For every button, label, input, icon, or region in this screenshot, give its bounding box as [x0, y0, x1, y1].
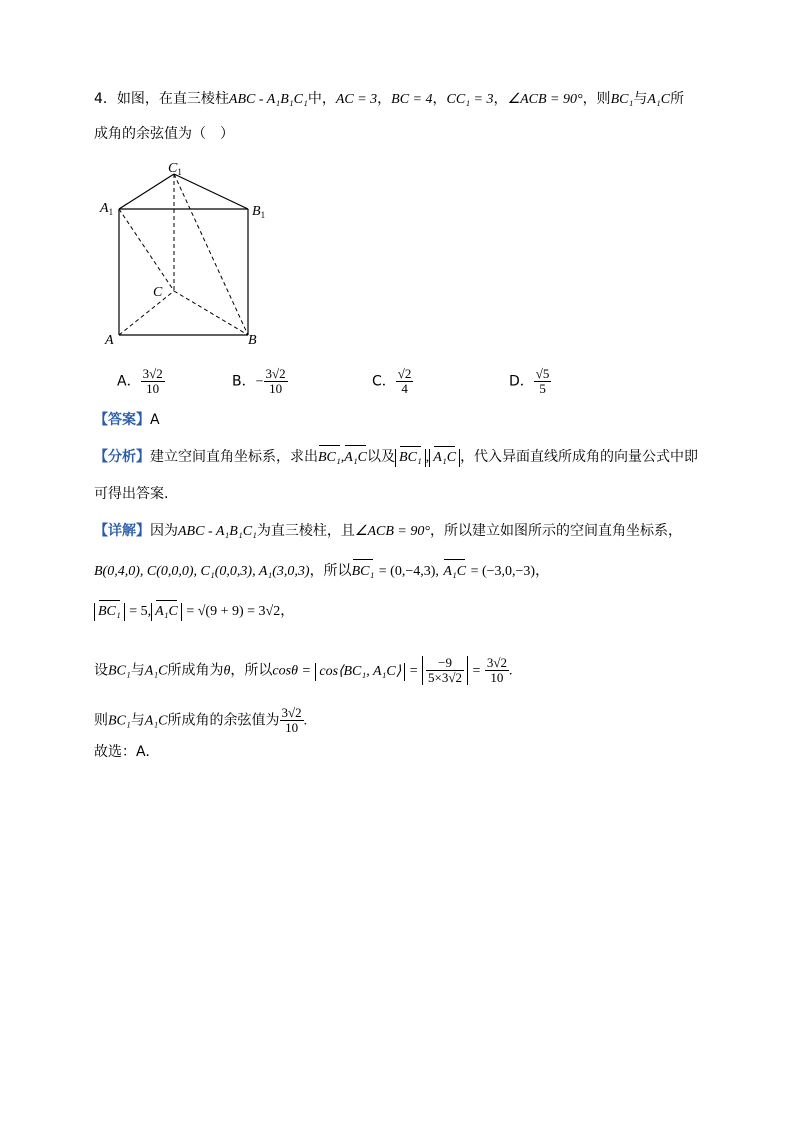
theta-symbol: θ [223, 663, 231, 679]
option-d[interactable] [509, 367, 551, 396]
question-text-d: 所 [670, 91, 685, 107]
analysis-line-2: 可得出答案. [94, 486, 169, 502]
analysis-tag: 【分析】 [94, 449, 150, 465]
magnitude-a1c: A₁C [429, 449, 460, 467]
question-line-1: 4．如图，在直三棱柱ABC - A₁B₁C₁中，AC = 3，BC = 4，CC₁ = 3，∠ACB = 90°，则BC₁与A₁C所 [94, 91, 685, 107]
segment-bc1: BC₁ [610, 92, 634, 107]
analysis-text-b: 以及 [367, 449, 396, 465]
detail-line-3: BC₁ = 5, A₁C = √(9 + 9) = 3√2， [94, 601, 294, 622]
vector-bc1: BC₁ [318, 448, 341, 468]
label-a: A [105, 333, 114, 348]
label-c1: $C_1$ [168, 161, 182, 177]
coordinates: B(0,4,0), C(0,0,0), C₁(0,0,3), A₁(3,0,3) [94, 564, 310, 579]
prism-figure [95, 155, 285, 355]
option-d-letter: D． [509, 373, 534, 390]
edge-c1-b1 [174, 174, 248, 209]
detail-line-2: B(0,4,0), C(0,0,0), C₁(0,0,3), A₁(3,0,3)，所以BC₁ = (0,−4,3), A₁C = (−3,0,−3)， [94, 561, 549, 582]
option-b-sign: − [255, 374, 264, 390]
cos-result: $\frac{3√2}{10}$ [486, 655, 507, 685]
answer-tag: 【答案】 [94, 412, 150, 428]
condition-bc: BC = 4 [391, 92, 433, 107]
cos-inner: cos⟨BC₁, A₁C⟩ [315, 663, 405, 681]
segment-a1c: A₁C [647, 92, 671, 107]
question-text-b: 中， [307, 91, 336, 107]
option-b-fraction: $\frac{3√2}{10}$ [265, 366, 286, 396]
detail-choose: 故选：A. [94, 744, 150, 760]
analysis-text-a: 建立空间直角坐标系，求出 [150, 449, 318, 465]
magnitude-bc1: BC₁ [395, 449, 426, 467]
condition-angle: ∠ACB = 90° [507, 92, 583, 107]
option-c-fraction: $\frac{√2}{4}$ [397, 366, 412, 396]
detail-tag: 【详解】 [94, 523, 150, 539]
option-c[interactable] [372, 367, 413, 396]
detail-line-1: 【详解】因为ABC - A₁B₁C₁为直三棱柱，且∠ACB = 90°，所以建立如图所示的空间直角坐标系， [94, 523, 682, 539]
cos-fraction: $\frac{-9}{5\times 3√2}$ [422, 656, 468, 685]
vector-a1c: A₁C [344, 448, 367, 468]
analysis-text-c: ，代入异面直线所成角的向量公式中即 [460, 449, 699, 465]
answer-line [94, 410, 160, 430]
cos-lhs: cosθ = [272, 663, 311, 679]
edge-a1-c1 [119, 174, 174, 209]
option-a-letter: A． [117, 373, 141, 390]
condition-cc1: CC₁ = 3 [446, 92, 494, 107]
option-b-letter: B． [232, 373, 256, 390]
option-a[interactable] [117, 367, 165, 396]
label-a1: $A_1$ [100, 201, 114, 217]
vector-bc1-value: BC₁ [352, 562, 375, 582]
option-d-fraction: $\frac{√5}{5}$ [535, 366, 550, 396]
detail-angle: ∠ACB = 90° [354, 524, 430, 539]
question-number: 4． [94, 91, 117, 107]
option-a-fraction: $\frac{3√2}{10}$ [142, 366, 163, 396]
conclusion-fraction: $\frac{3√2}{10}$ [281, 705, 302, 735]
label-b: B [248, 333, 257, 348]
detail-prism: ABC - A₁B₁C₁ [178, 524, 257, 539]
option-c-letter: C． [372, 373, 396, 390]
label-b1: $B_1$ [252, 204, 266, 220]
question-yu: 与 [633, 91, 648, 107]
detail-line-5: 则BC₁与A₁C所成角的余弦值为 $\frac{3√2}{10}$ . [94, 705, 308, 735]
condition-ac: AC = 3 [335, 92, 378, 107]
diagonal-a1-c [119, 209, 174, 291]
option-b[interactable] [232, 367, 288, 396]
magnitude-bc1-value: BC₁ [94, 603, 125, 621]
analysis-line-1: 【分析】建立空间直角坐标系，求出BC₁,A₁C以及 BC₁ , A₁C ，代入异面直线所成角的向量公式中即 [94, 447, 698, 468]
edge-a-c [119, 291, 174, 335]
question-text-a: 如图，在直三棱柱 [116, 91, 229, 107]
question-text-c: ，则 [582, 91, 611, 107]
magnitude-a1c-value: A₁C [151, 603, 182, 621]
question-line-2: 成角的余弦值为（ ） [94, 126, 234, 142]
prism-name: ABC - A₁B₁C₁ [228, 92, 308, 107]
vector-a1c-value: A₁C [443, 562, 466, 582]
edge-c-b [174, 291, 248, 335]
answer-value: A [150, 412, 160, 428]
label-c: C [153, 285, 163, 300]
detail-line-4: 设BC₁与A₁C所成角为θ，所以cosθ = cos⟨BC₁, A₁C⟩ = $\frac{-9}{5\times 3√2}$ = $\frac{3√2}{10}$ . [94, 655, 513, 685]
diagonal-c1-b [174, 174, 248, 335]
